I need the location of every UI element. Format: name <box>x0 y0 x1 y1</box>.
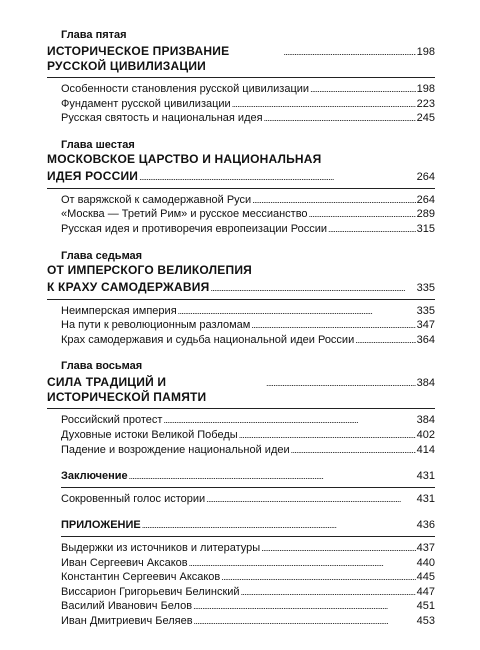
chapter-label: Глава восьмая <box>61 360 143 373</box>
chapter-title-row <box>47 42 435 74</box>
page-number: 440 <box>416 556 435 569</box>
leader-dots <box>129 469 416 484</box>
leader-dots <box>266 373 416 391</box>
page-number: 445 <box>416 571 435 584</box>
page-number: 198 <box>416 46 435 58</box>
entry-title: От варяжской к самодержавной Руси <box>61 193 252 206</box>
leader-dots <box>239 428 416 443</box>
table-of-contents <box>47 28 435 640</box>
leader-dots <box>291 443 416 458</box>
entry-title: Василий Иванович Белов <box>61 600 193 613</box>
chapter-title-row <box>47 278 435 296</box>
toc-entry[interactable] <box>61 413 435 428</box>
toc-entry[interactable] <box>61 443 435 458</box>
leader-dots <box>139 167 416 185</box>
page-number: 198 <box>416 83 435 95</box>
divider <box>47 408 435 409</box>
toc-entry[interactable] <box>61 556 435 571</box>
leader-dots <box>221 570 415 585</box>
page-number: 245 <box>416 112 435 125</box>
toc-entry[interactable] <box>61 599 435 614</box>
toc-entry[interactable] <box>61 207 435 222</box>
leader-dots <box>178 304 416 319</box>
entry-title: «Москва — Третий Рим» и русское мессианство <box>61 208 308 221</box>
chapter-title: МОСКОВСКОЕ ЦАРСТВО И НАЦИОНАЛЬНАЯ <box>47 151 322 166</box>
page-number: 315 <box>416 222 435 235</box>
divider <box>47 77 435 78</box>
entry-title: Крах самодержавия и судьба национальной идеи России <box>61 333 355 346</box>
leader-dots <box>142 518 416 533</box>
leader-dots <box>241 585 416 600</box>
page-number: 289 <box>416 208 435 221</box>
entry-title: Русская святость и национальная идея <box>61 112 263 125</box>
toc-entry[interactable] <box>61 333 435 348</box>
toc-entry[interactable] <box>61 492 435 507</box>
entry-title: Российский протест <box>61 414 163 427</box>
entry-title: Иван Дмитриевич Беляев <box>61 614 193 627</box>
page-number: 402 <box>416 428 435 441</box>
leader-dots <box>194 614 416 629</box>
appendix-section <box>61 518 435 628</box>
entry-title: Духовные истоки Великой Победы <box>61 428 238 441</box>
toc-entry[interactable] <box>61 82 435 97</box>
leader-dots <box>252 193 415 208</box>
appendix-heading[interactable] <box>61 518 435 533</box>
page-number: 453 <box>416 614 435 627</box>
entry-title: Русская идея и противоречия европеизации России <box>61 222 328 235</box>
divider <box>61 536 435 537</box>
leader-dots <box>264 111 416 126</box>
chapter-title: ИСТОРИЧЕСКОЕ ПРИЗВАНИЕ РУССКОЙ ЦИВИЛИЗАЦИИ <box>47 44 230 73</box>
toc-entry[interactable] <box>61 222 435 237</box>
leader-dots <box>328 222 416 237</box>
toc-entry[interactable] <box>61 614 435 629</box>
divider <box>47 299 435 300</box>
leader-dots <box>251 318 415 333</box>
chapter-title: ИДЕЯ РОССИИ <box>47 168 139 183</box>
page-number: 437 <box>416 541 435 554</box>
chapter-title: ОТ ИМПЕРСКОГО ВЕЛИКОЛЕПИЯ <box>47 262 252 277</box>
leader-dots <box>232 97 416 112</box>
page-number: 223 <box>416 97 435 110</box>
chapter-5 <box>47 28 435 126</box>
section-title: ПРИЛОЖЕНИЕ <box>61 519 141 532</box>
leader-dots <box>310 82 416 97</box>
toc-entry[interactable] <box>61 193 435 208</box>
toc-entry[interactable] <box>61 428 435 443</box>
leader-dots <box>283 42 415 60</box>
entry-title: Виссарион Григорьевич Белинский <box>61 585 240 598</box>
conclusion-section <box>61 469 435 506</box>
page-number: 451 <box>416 600 435 613</box>
chapter-7 <box>47 249 435 348</box>
entry-title: Сокровенный голос истории <box>61 492 206 505</box>
chapter-label: Глава пятая <box>61 29 127 41</box>
leader-dots <box>309 207 416 222</box>
toc-entry[interactable] <box>61 97 435 112</box>
entry-title: Падение и возрождение национальной идеи <box>61 443 290 456</box>
chapter-label: Глава шестая <box>61 138 135 151</box>
toc-entry[interactable] <box>61 318 435 333</box>
leader-dots <box>189 556 416 571</box>
chapter-title-row <box>47 373 435 405</box>
toc-entry[interactable] <box>61 570 435 585</box>
chapter-8 <box>47 359 435 457</box>
page-number: 431 <box>416 470 435 483</box>
leader-dots <box>163 413 415 428</box>
page-number: 384 <box>416 377 435 390</box>
page-number: 431 <box>416 492 435 505</box>
chapter-title-row <box>47 167 435 185</box>
divider <box>47 188 435 189</box>
leader-dots <box>355 333 415 348</box>
page-number: 447 <box>416 585 435 598</box>
page-number: 364 <box>416 333 435 346</box>
leader-dots <box>193 599 416 614</box>
page-number: 347 <box>416 319 435 332</box>
chapter-6 <box>47 138 435 237</box>
entry-title: Особенности становления русской цивилизации <box>61 83 310 95</box>
section-title: Заключение <box>61 470 128 483</box>
page-number: 264 <box>416 170 435 183</box>
toc-entry[interactable] <box>61 111 435 126</box>
leader-dots <box>210 278 415 296</box>
page-number: 264 <box>416 193 435 206</box>
page-number: 436 <box>416 519 435 532</box>
chapter-title: СИЛА ТРАДИЦИЙ И ИСТОРИЧЕСКОЙ ПАМЯТИ <box>47 375 207 405</box>
entry-title: Константин Сергеевич Аксаков <box>61 571 221 584</box>
leader-dots <box>206 492 415 507</box>
toc-entry[interactable] <box>61 541 435 556</box>
entry-title: Выдержки из источников и литературы <box>61 541 261 554</box>
entry-title: На пути к революционным разломам <box>61 319 251 332</box>
entry-title: Фундамент русской цивилизации <box>61 97 231 110</box>
page-number: 384 <box>416 414 435 427</box>
chapter-title: К КРАХУ САМОДЕРЖАВИЯ <box>47 279 210 294</box>
entry-title: Неимперская империя <box>61 304 177 317</box>
page-number: 335 <box>416 304 435 317</box>
divider <box>61 487 435 488</box>
entry-title: Иван Сергеевич Аксаков <box>61 556 188 569</box>
page-number: 414 <box>416 443 435 456</box>
page-number: 335 <box>416 281 435 294</box>
toc-entry[interactable] <box>61 585 435 600</box>
chapter-label: Глава седьмая <box>61 249 143 262</box>
conclusion-heading[interactable] <box>61 469 435 484</box>
leader-dots <box>261 541 415 556</box>
toc-entry[interactable] <box>61 304 435 319</box>
